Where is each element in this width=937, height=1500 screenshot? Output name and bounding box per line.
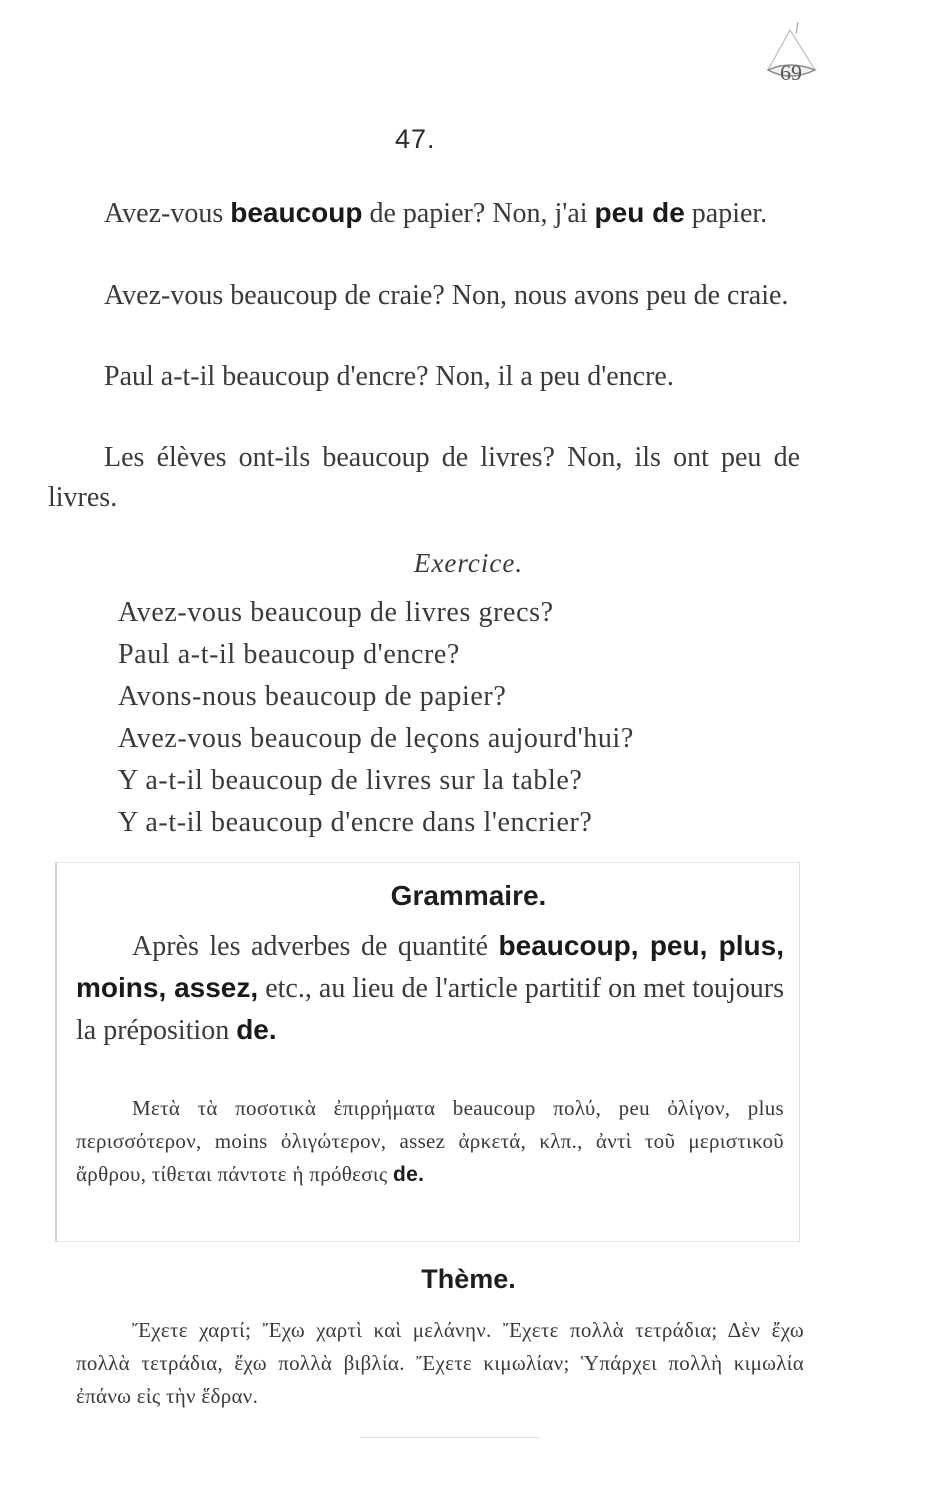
exercice-title: Exercice. [413, 548, 524, 578]
grammar-rule-text: Après les adverbes de quantité [132, 931, 499, 962]
intro-bold-text: peu de [594, 197, 685, 228]
greek-note [76, 1092, 784, 1191]
grammar-rule-bold: beaucoup, peu, plus, moins, assez, [76, 930, 784, 1003]
intro-text: Paul a-t-il beaucoup d'encre? Non, il a peu d'encre. [104, 361, 674, 392]
exercice-list [118, 592, 838, 844]
theme-text: Ἔχετε χαρτί; Ἔχω χαρτὶ καὶ μελάνην. Ἔχετε πολλὰ τετράδια; Δὲν ἔχω πολλὰ τετράδια, ἔχω πολλὰ βιβλία. Ἔχετε κιμωλίαν; Ὑπάρχει πολλὴ κιμωλία ἐπάνω εἰς τὴν ἕδραν. [76, 1318, 804, 1408]
greek-note-text: Μετὰ τὰ ποσοτικὰ ἐπιρρήματα beaucoup πολύ, peu ὀλίγον, plus περισσότερον, moins ὀλιγώτερον, assez ἀρκετά, κλπ., ἀντὶ τοῦ μεριστικοῦ ἄρθρου, τίθεται πάντοτε ἡ πρόθεσις [76, 1096, 784, 1186]
intro-text: Les élèves ont-ils beaucoup de livres? Non, ils ont peu de livres. [48, 442, 800, 513]
intro-bold-text: beaucoup [230, 197, 363, 228]
exercice-line: Avez-vous beaucoup de leçons aujourd'hui? [118, 723, 634, 754]
intro-text: Avez-vous [104, 198, 231, 229]
exercice-line: Avez-vous beaucoup de livres grecs? [118, 597, 554, 628]
theme-title: Thème. [421, 1264, 516, 1294]
grammar-rule [76, 925, 784, 1051]
intro-text: Avez-vous beaucoup de craie? Non, nous avons peu de craie. [104, 280, 789, 311]
intro-text: de papier? Non, j'ai [362, 198, 595, 229]
exercice-line: Avons-nous beaucoup de papier? [118, 681, 507, 712]
exercice-line: Y a-t-il beaucoup de livres sur la table? [118, 765, 583, 796]
stamp-number: 69 [780, 60, 802, 85]
exercice-line: Y a-t-il beaucoup d'encre dans l'encrier? [118, 807, 593, 838]
intro-text: papier. [684, 198, 768, 229]
intro-paragraph [48, 276, 800, 316]
exercice-line: Paul a-t-il beaucoup d'encre? [118, 639, 460, 670]
intro-paragraph [48, 438, 800, 518]
divider [360, 1437, 540, 1438]
intro-paragraph [48, 357, 800, 397]
intro-paragraph [48, 193, 800, 234]
page-number: 47. [395, 124, 436, 154]
grammar-rule-bold: de. [236, 1014, 277, 1045]
grammar-title: Grammaire. [390, 880, 547, 911]
greek-note-bold: de. [393, 1163, 425, 1186]
grammar-rule-text: etc., au lieu de l'article partitif on met toujours la préposition [76, 973, 784, 1046]
